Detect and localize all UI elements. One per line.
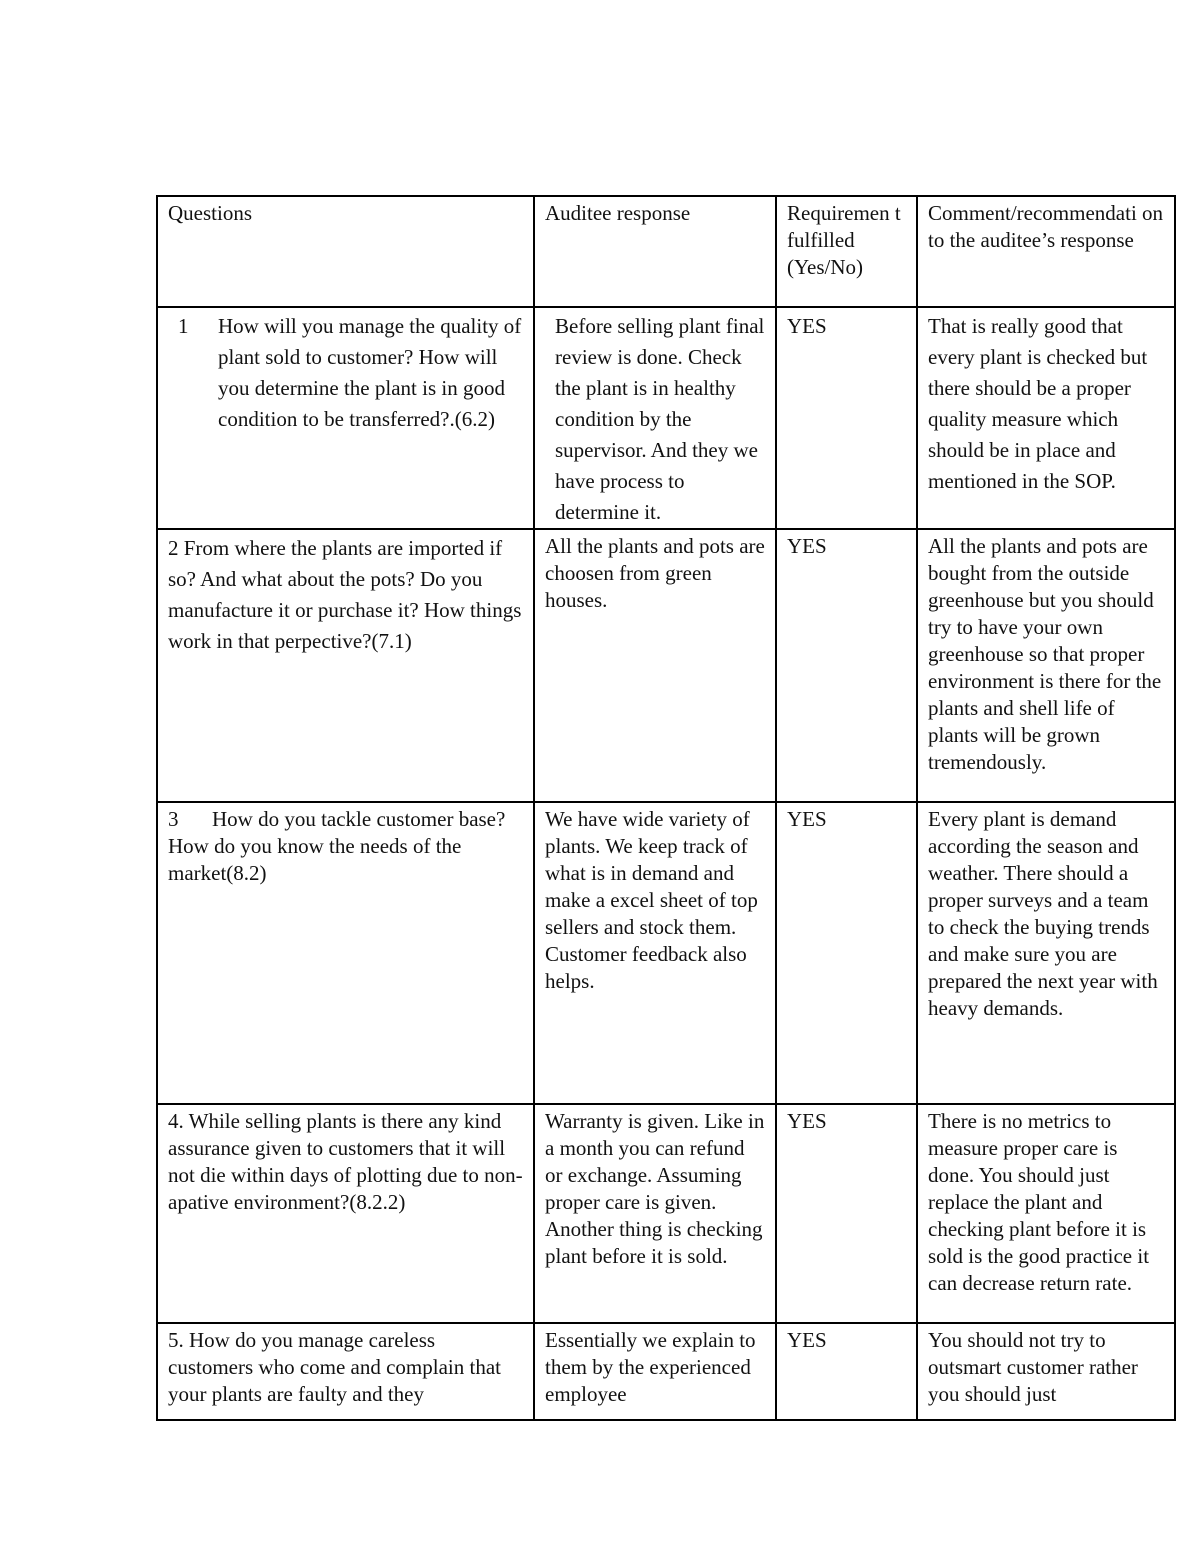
response-cell: Essentially we explain to them by the experienced employee <box>534 1323 776 1420</box>
response-cell <box>534 307 776 529</box>
fulfilled-cell: YES <box>776 1323 917 1420</box>
comment-cell: There is no metrics to measure proper care is done. You should just replace the plant and checking plant before it is sold is the good practice it can decrease return rate. <box>917 1104 1175 1323</box>
fulfilled-cell: YES <box>776 1104 917 1323</box>
question-cell <box>157 802 534 1104</box>
question-text: How will you manage the quality of plant sold to customer? How will you determine the plant is in good condition to be transferred?.(6.2) <box>218 314 522 431</box>
question-cell: 2 From where the plants are imported if so? And what about the pots? Do you manufacture it or purchase it? How things work in that perpective?(7.1) <box>157 529 534 802</box>
response-text: Before selling plant final review is done. Check the plant is in healthy condition by the supervisor. And they we have process to determine it. <box>555 314 765 524</box>
response-cell: We have wide variety of plants. We keep track of what is in demand and make a excel sheet of top sellers and stock them. Customer feedback also helps. <box>534 802 776 1104</box>
header-comment: Comment/recommendati on to the auditee’s response <box>917 196 1175 307</box>
question-cell: 4. While selling plants is there any kind assurance given to customers that it will not die within days of plotting due to non-apative environment?(8.2.2) <box>157 1104 534 1323</box>
table-row <box>157 802 1175 1104</box>
header-questions: Questions <box>157 196 534 307</box>
fulfilled-cell: YES <box>776 307 917 529</box>
table-row <box>157 1323 1175 1420</box>
fulfilled-cell: YES <box>776 529 917 802</box>
header-requirement-fulfilled: Requiremen t fulfilled (Yes/No) <box>776 196 917 307</box>
comment-cell: That is really good that every plant is checked but there should be a proper quality measure which should be in place and mentioned in the SOP. <box>917 307 1175 529</box>
question-number: 1 <box>178 314 189 338</box>
question-cell <box>157 307 534 529</box>
question-number: 3 <box>168 807 179 831</box>
comment-cell: Every plant is demand according the season and weather. There should a proper surveys and a team to check the buying trends and make sure you are prepared the next year with heavy demands. <box>917 802 1175 1104</box>
audit-table <box>156 195 1176 1421</box>
table-row <box>157 307 1175 529</box>
question-text: How do you tackle customer base? How do you know the needs of the market(8.2) <box>168 807 506 885</box>
table-header-row <box>157 196 1175 307</box>
comment-cell: You should not try to outsmart customer rather you should just <box>917 1323 1175 1420</box>
comment-cell: All the plants and pots are bought from the outside greenhouse but you should try to have your own greenhouse so that proper environment is there for the plants and shell life of plants will be grown tremendously. <box>917 529 1175 802</box>
header-auditee-response: Auditee response <box>534 196 776 307</box>
response-cell: Warranty is given. Like in a month you can refund or exchange. Assuming proper care is given. Another thing is checking plant before it is sold. <box>534 1104 776 1323</box>
fulfilled-cell: YES <box>776 802 917 1104</box>
response-cell: All the plants and pots are choosen from green houses. <box>534 529 776 802</box>
table-row <box>157 529 1175 802</box>
table-row <box>157 1104 1175 1323</box>
question-cell: 5. How do you manage careless customers who come and complain that your plants are faulty and they <box>157 1323 534 1420</box>
